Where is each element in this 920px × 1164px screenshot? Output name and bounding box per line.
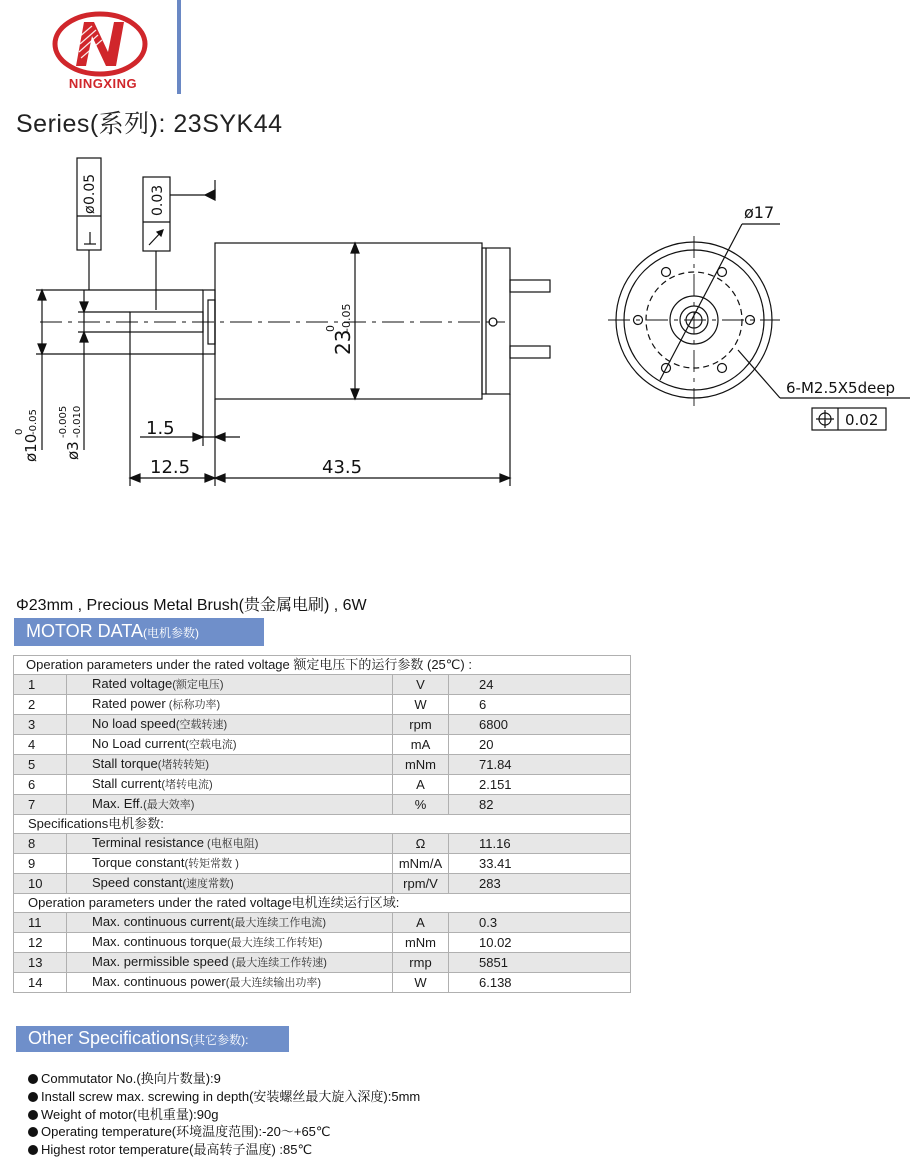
param-value: 11.16	[449, 834, 631, 854]
param-cn: (转矩常数 )	[184, 858, 239, 870]
row-number: 1	[14, 675, 67, 695]
list-item: Commutator No.(换向片数量):9	[28, 1070, 420, 1088]
pcd-text: ø17	[744, 203, 775, 222]
table-row	[14, 933, 631, 953]
param-cn: (堵转转矩)	[157, 759, 210, 771]
param-en: Stall current	[92, 776, 162, 791]
param-value: 82	[449, 795, 631, 815]
param-value: 20	[449, 735, 631, 755]
param-cn: (最大连续工作转矩)	[227, 937, 323, 949]
table-row	[14, 675, 631, 695]
row-number: 3	[14, 715, 67, 735]
param-name	[67, 854, 393, 874]
row-number: 8	[14, 834, 67, 854]
row-number: 11	[14, 913, 67, 933]
row-number: 10	[14, 874, 67, 894]
param-unit: Ω	[393, 834, 449, 854]
param-unit: mA	[393, 735, 449, 755]
row-number: 9	[14, 854, 67, 874]
param-value: 6	[449, 695, 631, 715]
param-cn: (最大连续工作转速)	[228, 957, 327, 969]
param-value: 10.02	[449, 933, 631, 953]
table-row	[14, 755, 631, 775]
table-row	[14, 834, 631, 854]
param-value: 71.84	[449, 755, 631, 775]
param-en: Max. permissible speed	[92, 954, 229, 969]
section-title: Operation parameters under the rated voltage 额定电压下的运行参数 (25℃) :	[14, 656, 631, 675]
param-en: No Load current	[92, 736, 186, 751]
runout-tol-text: 0.03	[150, 184, 166, 216]
param-name	[67, 695, 393, 715]
param-name	[67, 795, 393, 815]
list-item: Install screw max. screwing in depth(安装螺丝最大旋入深度):5mm	[28, 1088, 420, 1106]
param-cn: (标称功率)	[165, 699, 221, 711]
param-cn: (空载转速)	[175, 719, 228, 731]
row-number: 4	[14, 735, 67, 755]
param-value: 6.138	[449, 973, 631, 993]
param-value: 24	[449, 675, 631, 695]
table-section-header	[14, 656, 631, 675]
svg-text:ø: ø	[82, 205, 98, 214]
param-unit: A	[393, 775, 449, 795]
brand-name: NINGXING	[68, 76, 138, 91]
row-number: 13	[14, 953, 67, 973]
section-title: Specifications电机参数:	[14, 815, 631, 834]
param-unit: mNm	[393, 933, 449, 953]
shaft-dia-text: ø3	[64, 441, 82, 460]
table-section-header	[14, 815, 631, 834]
boss-len-text: 1.5	[146, 418, 175, 439]
table-row	[14, 795, 631, 815]
param-cn: (空载电流)	[185, 739, 237, 751]
svg-text:-0.05: -0.05	[28, 409, 39, 435]
param-unit: %	[393, 795, 449, 815]
table-row	[14, 913, 631, 933]
param-en: No load speed	[92, 716, 176, 731]
row-number: 6	[14, 775, 67, 795]
table-row	[14, 715, 631, 735]
param-name	[67, 834, 393, 854]
table-row	[14, 735, 631, 755]
bullet-icon	[28, 1074, 38, 1084]
svg-text:-0.05: -0.05	[340, 303, 353, 332]
other-specs-heading: Other Specifications(其它参数):	[16, 1026, 289, 1052]
param-name	[67, 715, 393, 735]
motor-subtitle: Φ23mm , Precious Metal Brush(贵金属电刷) , 6W	[16, 597, 367, 614]
list-item: Highest rotor temperature(最高转子温度) :85℃	[28, 1141, 420, 1159]
svg-text:-0.005: -0.005	[58, 405, 69, 438]
list-item: Weight of motor(电机重量):90g	[28, 1106, 420, 1124]
param-name	[67, 755, 393, 775]
table-row	[14, 874, 631, 894]
table-row	[14, 854, 631, 874]
param-unit: rmp	[393, 953, 449, 973]
param-en: Max. continuous power	[92, 974, 226, 989]
motor-data-table	[13, 655, 631, 993]
svg-text:0: 0	[14, 428, 25, 435]
param-unit: rpm	[393, 715, 449, 735]
param-unit: A	[393, 913, 449, 933]
param-en: Speed constant	[92, 875, 183, 890]
param-unit: rpm/V	[393, 874, 449, 894]
param-name	[67, 953, 393, 973]
series-title: Series(系列): 23SYK44	[16, 110, 283, 138]
table-section-header	[14, 894, 631, 913]
end-view	[608, 224, 910, 430]
param-value: 283	[449, 874, 631, 894]
header-divider	[177, 0, 181, 94]
param-unit: V	[393, 675, 449, 695]
param-cn: (额定电压)	[172, 679, 224, 691]
param-en: Max. continuous current	[92, 914, 231, 929]
motor-drawing	[0, 150, 920, 550]
param-en: Terminal resistance	[92, 835, 204, 850]
param-value: 6800	[449, 715, 631, 735]
position-tol-text: 0.02	[845, 411, 879, 429]
param-name	[67, 735, 393, 755]
motor-data-heading: MOTOR DATA(电机参数)	[14, 618, 264, 646]
boss-dia-text: ø10	[22, 433, 40, 462]
param-name	[67, 913, 393, 933]
param-en: Torque constant	[92, 855, 185, 870]
param-cn: (最大连续输出功率)	[225, 977, 322, 989]
bullet-icon	[28, 1145, 38, 1155]
param-name	[67, 973, 393, 993]
param-unit: mNm/A	[393, 854, 449, 874]
param-unit: mNm	[393, 755, 449, 775]
param-en: Rated voltage	[92, 676, 173, 691]
row-number: 14	[14, 973, 67, 993]
param-cn: (最大连续工作电流)	[230, 917, 327, 929]
param-cn: (最大效率)	[143, 799, 195, 811]
perp-tol-text: 0.05	[82, 173, 98, 205]
row-number: 2	[14, 695, 67, 715]
row-number: 7	[14, 795, 67, 815]
row-number: 12	[14, 933, 67, 953]
param-cn: (电枢电阻)	[204, 838, 259, 850]
param-en: Max. continuous torque	[92, 934, 228, 949]
param-value: 2.151	[449, 775, 631, 795]
body-len-text: 43.5	[322, 457, 363, 478]
bullet-icon	[28, 1092, 38, 1102]
table-row	[14, 953, 631, 973]
section-title: Operation parameters under the rated voltage电机连续运行区域:	[14, 894, 631, 913]
param-en: Max. Eff.	[92, 796, 144, 811]
shaft-len-text: 12.5	[150, 457, 191, 478]
svg-text:-0.010: -0.010	[72, 405, 83, 438]
table-row	[14, 973, 631, 993]
table-row	[14, 775, 631, 795]
param-en: Stall torque	[92, 756, 158, 771]
param-name	[67, 874, 393, 894]
bullet-icon	[28, 1127, 38, 1137]
param-name	[67, 675, 393, 695]
row-number: 5	[14, 755, 67, 775]
list-item: Operating temperature(环境温度范围):-20～+65℃	[28, 1123, 420, 1141]
param-name	[67, 775, 393, 795]
param-unit: W	[393, 695, 449, 715]
param-unit: W	[393, 973, 449, 993]
param-en: Rated power	[92, 696, 166, 711]
other-specs-list	[28, 1070, 420, 1159]
param-cn: (堵转电流)	[161, 779, 213, 791]
holes-text: 6-M2.5X5deep	[786, 379, 896, 397]
param-cn: (速度常数)	[182, 878, 234, 890]
bullet-icon	[28, 1110, 38, 1120]
table-row	[14, 695, 631, 715]
param-name	[67, 933, 393, 953]
param-value: 0.3	[449, 913, 631, 933]
body-dia-text: 23	[331, 329, 355, 355]
svg-text:0: 0	[324, 325, 337, 332]
param-value: 33.41	[449, 854, 631, 874]
param-value: 5851	[449, 953, 631, 973]
